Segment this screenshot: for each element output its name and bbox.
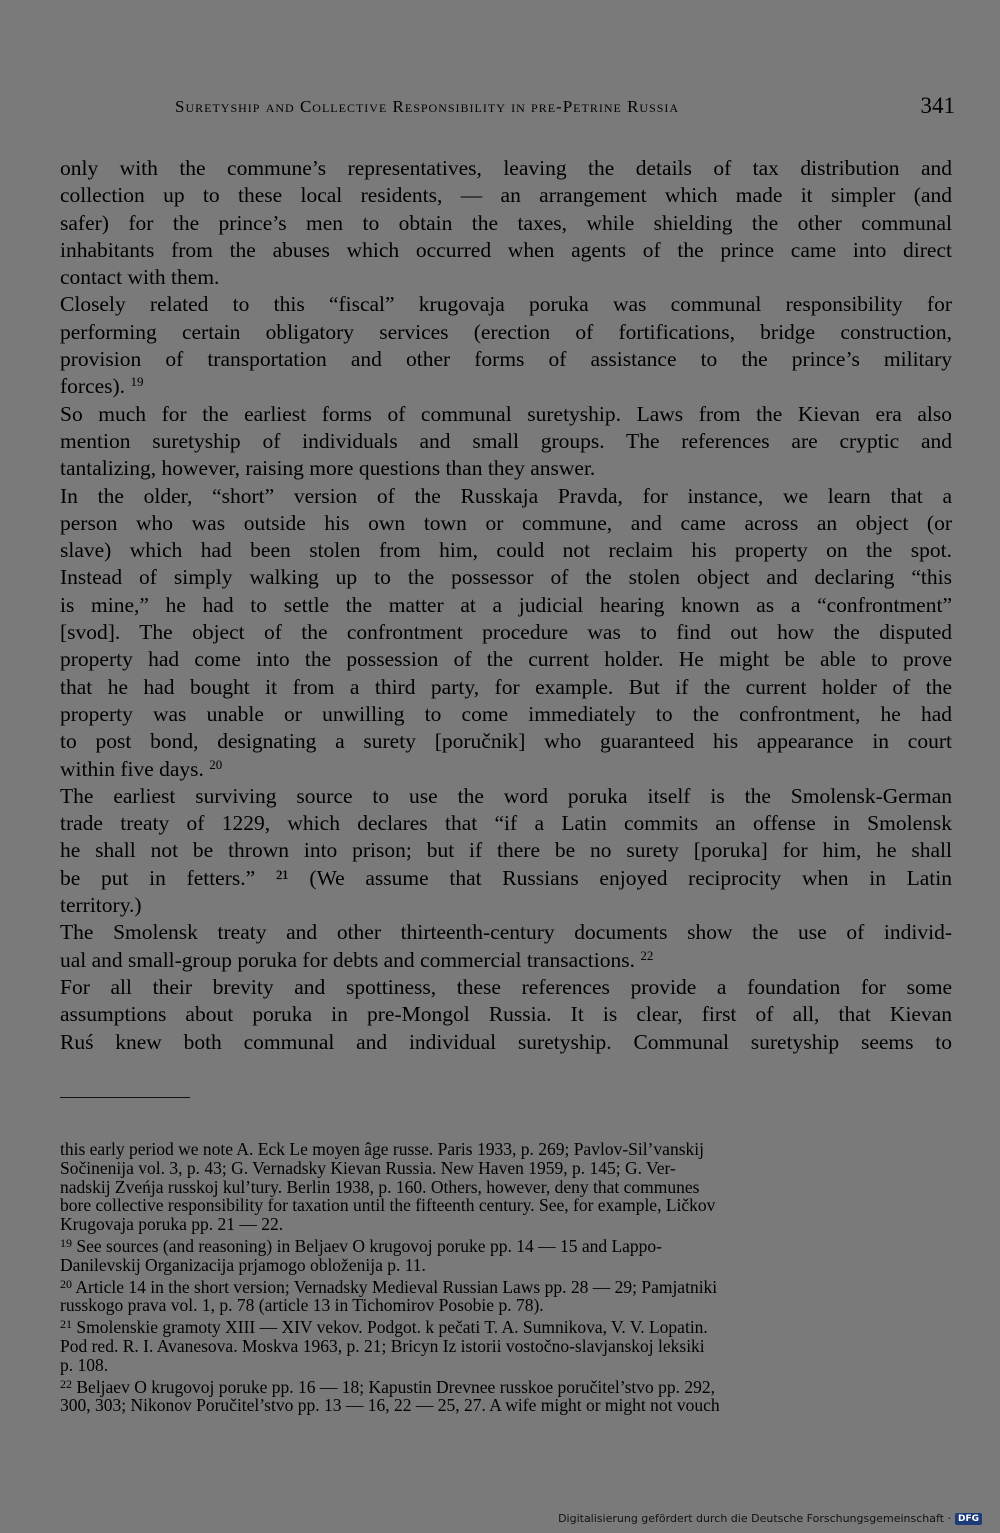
text-line: russkogo prava vol. 1, p. 78 (article 13 in Tichomirov Posobie p. 78). <box>60 1295 544 1316</box>
text-line <box>60 1275 952 1297</box>
text-line: Krugovaja poruka pp. 21 — 22. <box>60 1214 284 1235</box>
page-header <box>175 93 955 123</box>
text-line: tantalizing, however, raising more questions than they answer. <box>60 456 596 481</box>
text-line: territory.) <box>60 893 142 918</box>
text-line: slave) which had been stolen from him, could not reclaim his property on the spot. <box>60 538 952 563</box>
footnote-ref: 19 <box>130 374 144 390</box>
text-line: Sočinenija vol. 3, p. 43; G. Vernadsky Kievan Russia. New Haven 1959, p. 145; G. Ver- <box>60 1157 676 1178</box>
line-text: Article 14 in the short version; Vernadsky Medieval Russian Laws pp. 28 — 29; Pamjatniki <box>75 1276 718 1297</box>
line-text: See sources (and reasoning) in Beljaev O krugovoj poruke pp. 14 — 15 and Lappo- <box>76 1235 662 1256</box>
text-line <box>60 756 952 783</box>
text-line: bore collective responsibility for taxation until the fifteenth century. See, for example, Ličkov <box>60 1195 716 1216</box>
paragraph-2 <box>60 291 952 400</box>
text-line: mention suretyship of individuals and small groups. The references are cryptic and <box>60 428 952 453</box>
text-line: 300, 303; Nikonov Poručitel’stvo pp. 13 — 16, 22 — 25, 27. A wife might or might not vouch <box>60 1395 720 1416</box>
paragraph-7 <box>60 974 952 1056</box>
paragraph-6 <box>60 919 952 974</box>
text-line: So much for the earliest forms of communal suretyship. Laws from the Kievan era also <box>60 401 952 426</box>
dfg-logo: DFG <box>955 1513 982 1525</box>
text-line: collection up to these local residents, — an arrangement which made it simpler (and <box>60 183 952 208</box>
text-line: Instead of simply walking up to the possessor of the stolen object and declaring “this <box>60 565 952 590</box>
text-line: property had come into the possession of the current holder. He might be able to prove <box>60 647 952 672</box>
footnote-rule <box>60 1097 190 1098</box>
text-line: trade treaty of 1229, which declares that “if a Latin commits an offense in Smolensk <box>60 811 952 836</box>
text-line <box>60 1234 952 1256</box>
running-title: Suretyship and Collective Responsibility in pre-Petrine Russia <box>175 97 680 116</box>
text-line: safer) for the prince’s men to obtain the taxes, while shielding the other communal <box>60 210 952 235</box>
text-line <box>60 1315 952 1337</box>
text-line: this early period we note A. Eck Le moyen âge russe. Paris 1933, p. 269; Pavlov-Sil’vanskij <box>60 1139 704 1159</box>
paragraph-1 <box>60 155 952 291</box>
text-line <box>60 1375 952 1397</box>
footnotes <box>60 1140 952 1415</box>
text-line: Danilevskij Organizacija prjamogo obloženija p. 11. <box>60 1254 426 1275</box>
text-line <box>60 947 952 974</box>
text-line: is mine,” he had to settle the matter at a judicial hearing known as a “confrontment” <box>60 592 952 617</box>
text-line: Closely related to this “fiscal” krugovaja poruka was communal responsibility for <box>60 292 952 317</box>
line-text: forces). <box>60 374 126 399</box>
line-text: Smolenskie gramoty XIII — XIV vekov. Podgot. k pečati T. A. Sumnikova, V. V. Lopatin. <box>76 1317 708 1338</box>
line-text: ual and small-group poruka for debts and commercial transactions. <box>60 947 635 972</box>
text-line: inhabitants from the abuses which occurred when agents of the prince came into direct <box>60 237 952 262</box>
text-line: The earliest surviving source to use the word poruka itself is the Smolensk-German <box>60 783 952 808</box>
text-line: contact with them. <box>60 265 220 290</box>
line-text: Beljaev O krugovoj poruke pp. 16 — 18; Kapustin Drevnee russkoe poručitel’stvo pp. 292, <box>76 1376 716 1397</box>
line-text: within five days. <box>60 756 204 781</box>
footnote-19 <box>60 1234 952 1275</box>
text-line: he shall not be thrown into prison; but if there be no surety [poruka] for him, he shall <box>60 838 952 863</box>
page-number: 341 <box>920 93 955 118</box>
text-line: performing certain obligatory services (erection of fortifications, bridge construction, <box>60 319 952 344</box>
footnote-number: 20 <box>60 1276 72 1291</box>
text-line: assumptions about poruka in pre-Mongol Russia. It is clear, first of all, that Kievan <box>60 1002 952 1027</box>
footnote-number: 19 <box>60 1235 72 1250</box>
text-line: to post bond, designating a surety [poručnik] who guaranteed his appearance in court <box>60 729 952 754</box>
text-line: Pod red. R. I. Avanesova. Moskva 1963, p. 21; Bricyn Iz istorii vostočno-slavjanskoj leksiki <box>60 1335 705 1356</box>
text-line: For all their brevity and spottiness, these references provide a foundation for some <box>60 974 952 999</box>
text-line: only with the commune’s representatives, leaving the details of tax distribution and <box>60 156 952 180</box>
footnote-continuation <box>60 1140 952 1234</box>
text-line: property was unable or unwilling to come immediately to the confrontment, he had <box>60 701 952 726</box>
body-text <box>60 155 952 1056</box>
footnote-number: 22 <box>60 1376 72 1391</box>
text-line: person who was outside his own town or commune, and came across an object (or <box>60 510 952 535</box>
credit-text: Digitalisierung gefördert durch die Deutsche Forschungsgemeinschaft · <box>558 1512 951 1525</box>
footnote-ref: 20 <box>209 756 223 772</box>
text-line: nadskij Zveńja russkoj kul’tury. Berlin 1938, p. 160. Others, however, deny that communes <box>60 1176 700 1197</box>
paragraph-4 <box>60 483 952 783</box>
text-line: [svod]. The object of the confrontment procedure was to find out how the disputed <box>60 620 952 645</box>
text-line <box>60 373 952 400</box>
text-line: Ruś knew both communal and individual suretyship. Communal suretyship seems to <box>60 1029 952 1054</box>
digitization-credit <box>558 1512 982 1525</box>
text-line: In the older, “short” version of the Russkaja Pravda, for instance, we learn that a <box>60 483 952 508</box>
footnote-20 <box>60 1275 952 1316</box>
text-line: provision of transportation and other forms of assistance to the prince’s military <box>60 347 952 372</box>
paragraph-5 <box>60 783 952 919</box>
footnote-ref: 22 <box>640 947 654 963</box>
text-line: p. 108. <box>60 1354 109 1375</box>
text-line: be put in fetters.” ²¹ (We assume that Russians enjoyed reciprocity when in Latin <box>60 865 952 890</box>
paragraph-3 <box>60 401 952 483</box>
footnote-22 <box>60 1375 952 1416</box>
text-line: The Smolensk treaty and other thirteenth-century documents show the use of individ- <box>60 920 952 945</box>
text-line: that he had bought it from a third party, for example. But if the current holder of the <box>60 674 952 699</box>
footnote-21 <box>60 1315 952 1374</box>
footnote-number: 21 <box>60 1317 72 1332</box>
